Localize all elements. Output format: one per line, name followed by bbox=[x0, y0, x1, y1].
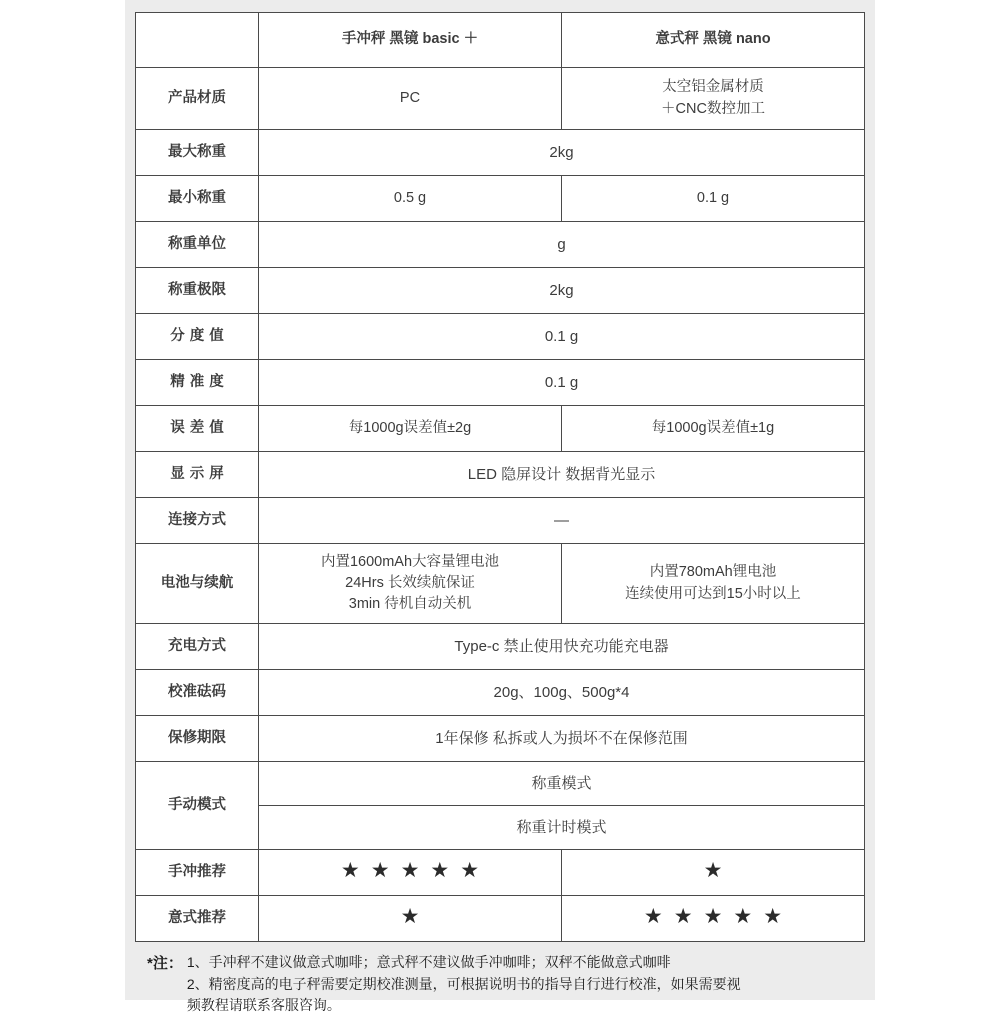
cell-battery-left bbox=[259, 544, 562, 624]
cell-material-right-line1: 太空铝金属材质 bbox=[662, 79, 764, 96]
cell-pourover-rating-right bbox=[562, 850, 865, 896]
cell-calibration-weights: 20g、100g、500g*4 bbox=[259, 670, 865, 716]
star-rating-icon: ★★★★★ bbox=[340, 859, 491, 883]
table-row bbox=[136, 670, 865, 716]
spec-sheet bbox=[135, 12, 865, 1017]
row-label-connectivity: 连接方式 bbox=[136, 498, 259, 544]
cell-division: 0.1 g bbox=[259, 314, 865, 360]
star-rating-icon: ★ bbox=[703, 859, 734, 883]
row-label-limit: 称重极限 bbox=[136, 268, 259, 314]
cell-manual-mode-2: 称重计时模式 bbox=[259, 806, 865, 850]
row-label-manual-mode: 手动模式 bbox=[136, 762, 259, 850]
table-row bbox=[136, 850, 865, 896]
table-row bbox=[136, 452, 865, 498]
table-row bbox=[136, 68, 865, 130]
row-label-pourover-rating: 手冲推荐 bbox=[136, 850, 259, 896]
cell-battery-left-line1: 内置1600mAh大容量锂电池 bbox=[320, 553, 500, 570]
cell-limit: 2kg bbox=[259, 268, 865, 314]
table-row bbox=[136, 544, 865, 624]
table-row bbox=[136, 498, 865, 544]
header-product-2: 意式秤 黑镜 nano bbox=[562, 13, 865, 68]
table-row bbox=[136, 762, 865, 806]
table-row bbox=[136, 222, 865, 268]
table-row bbox=[136, 896, 865, 942]
table-row bbox=[136, 624, 865, 670]
row-label-unit: 称重单位 bbox=[136, 222, 259, 268]
header-blank-cell bbox=[136, 13, 259, 68]
cell-accuracy: 0.1 g bbox=[259, 360, 865, 406]
row-label-calibration-weights: 校准砝码 bbox=[136, 670, 259, 716]
footnote-line-2: 2、精密度高的电子秤需要定期校准测量，可根据说明书的指导自行进行校准，如果需要视 bbox=[186, 975, 741, 992]
row-label-max-weight: 最大称重 bbox=[136, 130, 259, 176]
cell-battery-right-line2: 连续使用可达到15小时以上 bbox=[625, 585, 801, 602]
table-row bbox=[136, 130, 865, 176]
row-label-division: 分度值 bbox=[136, 314, 259, 360]
cell-battery-right bbox=[562, 544, 865, 624]
row-label-charging: 充电方式 bbox=[136, 624, 259, 670]
row-label-warranty: 保修期限 bbox=[136, 716, 259, 762]
footnote-marker: *注： bbox=[147, 955, 183, 972]
row-label-error: 误差值 bbox=[136, 406, 259, 452]
cell-error-right: 每1000g误差值±1g bbox=[562, 406, 865, 452]
footnote-line-1: 1、手冲秤不建议做意式咖啡；意式秤不建议做手冲咖啡；双秤不能做意式咖啡 bbox=[186, 954, 671, 970]
footnote-body bbox=[187, 952, 865, 1017]
table-row bbox=[136, 268, 865, 314]
table-row bbox=[136, 406, 865, 452]
footnote bbox=[135, 952, 865, 1017]
cell-connectivity: — bbox=[259, 498, 865, 544]
footnote-line-3: 频教程请联系客服咨询。 bbox=[186, 997, 341, 1014]
cell-warranty: 1年保修 私拆或人为损坏不在保修范围 bbox=[259, 716, 865, 762]
cell-min-weight-left: 0.5 g bbox=[259, 176, 562, 222]
cell-espresso-rating-right bbox=[562, 896, 865, 942]
cell-error-left: 每1000g误差值±2g bbox=[259, 406, 562, 452]
cell-material-right bbox=[562, 68, 865, 130]
table-header-row bbox=[136, 13, 865, 68]
header-product-1: 手冲秤 黑镜 basic ＋ bbox=[259, 13, 562, 68]
star-rating-icon: ★ bbox=[400, 905, 431, 929]
table-row bbox=[136, 314, 865, 360]
cell-material-left: PC bbox=[259, 68, 562, 130]
cell-min-weight-right: 0.1 g bbox=[562, 176, 865, 222]
cell-espresso-rating-left bbox=[259, 896, 562, 942]
row-label-material: 产品材质 bbox=[136, 68, 259, 130]
table-row bbox=[136, 176, 865, 222]
cell-charging: Type-c 禁止使用快充功能充电器 bbox=[259, 624, 865, 670]
cell-manual-mode-1: 称重模式 bbox=[259, 762, 865, 806]
star-rating-icon: ★★★★★ bbox=[643, 905, 794, 929]
cell-display: LED 隐屏设计 数据背光显示 bbox=[259, 452, 865, 498]
row-label-display: 显示屏 bbox=[136, 452, 259, 498]
row-label-battery: 电池与续航 bbox=[136, 544, 259, 624]
cell-pourover-rating-left bbox=[259, 850, 562, 896]
cell-battery-left-line2: 24Hrs 长效续航保证 bbox=[345, 574, 475, 591]
specification-table bbox=[135, 12, 865, 942]
cell-material-right-line2: ＋CNC数控加工 bbox=[661, 100, 765, 117]
table-row bbox=[136, 360, 865, 406]
cell-battery-right-line1: 内置780mAh锂电池 bbox=[649, 564, 777, 581]
cell-max-weight: 2kg bbox=[259, 130, 865, 176]
cell-battery-left-line3: 3min 待机自动关机 bbox=[348, 596, 472, 612]
row-label-min-weight: 最小称重 bbox=[136, 176, 259, 222]
row-label-accuracy: 精准度 bbox=[136, 360, 259, 406]
table-row bbox=[136, 716, 865, 762]
cell-unit: g bbox=[259, 222, 865, 268]
row-label-espresso-rating: 意式推荐 bbox=[136, 896, 259, 942]
